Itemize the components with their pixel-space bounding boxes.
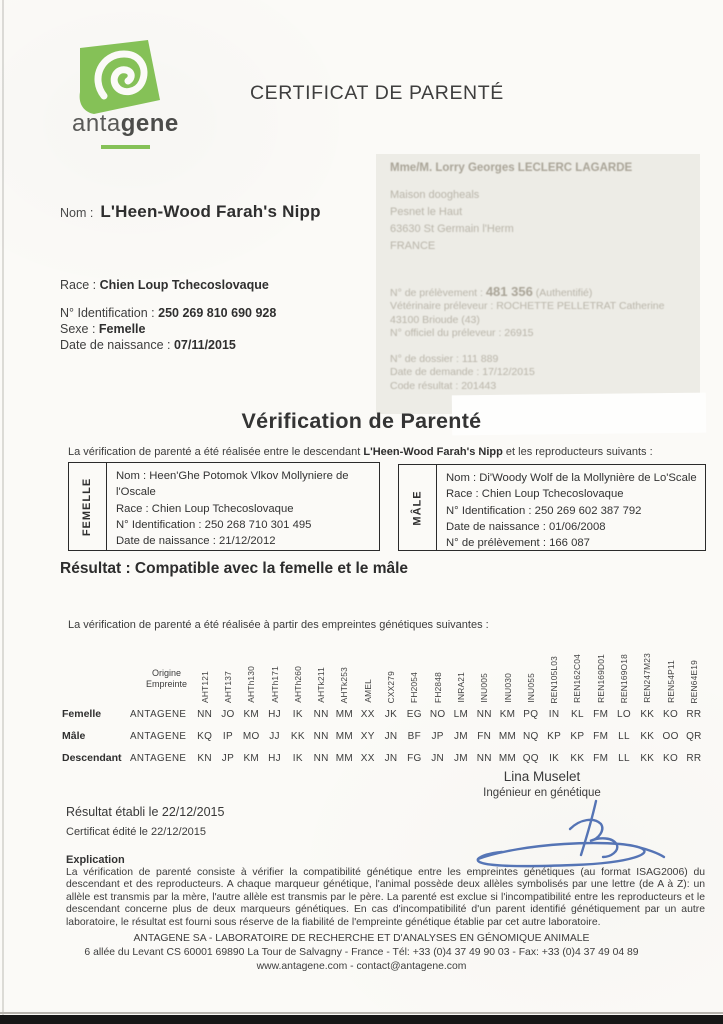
animal-name-line xyxy=(60,202,321,222)
animal-id-value: 250 269 810 690 928 xyxy=(158,306,277,320)
allele-cell: KK xyxy=(640,730,655,742)
marker-name: AHTk253 xyxy=(339,666,350,703)
allele-cell: MO xyxy=(242,730,260,742)
antagene-logo-icon xyxy=(74,38,162,116)
marker-row-label: Mâle xyxy=(62,730,86,742)
allele-cell: KP xyxy=(570,730,585,742)
dossier-detail-line: Code résultat : 201443 xyxy=(390,379,497,392)
male-details xyxy=(437,465,705,550)
origin-header: Origine Empreinte xyxy=(145,668,187,689)
sample-detail-line: 43100 Brioude (43) xyxy=(390,313,480,326)
allele-cell: MM xyxy=(335,730,354,742)
signatory-title: Ingénieur en génétique xyxy=(483,787,601,799)
footer xyxy=(0,932,723,974)
allele-cell: MM xyxy=(335,752,354,764)
allele-cell: FG xyxy=(407,752,422,764)
allele-cell: KQ xyxy=(197,730,213,742)
marker-name: REN247M23 xyxy=(642,653,653,703)
marker-name: AHT121 xyxy=(199,671,210,703)
allele-cell: QQ xyxy=(522,752,539,764)
marker-name: REN169D01 xyxy=(595,654,606,703)
allele-cell: FM xyxy=(593,752,609,764)
allele-cell: JJ xyxy=(269,730,280,742)
recipient-name: Mme/M. Lorry Georges LECLERC LAGARDE xyxy=(390,162,633,174)
allele-cell: MM xyxy=(335,708,354,720)
allele-cell: KP xyxy=(547,730,562,742)
animal-name-label: Nom : xyxy=(60,206,94,220)
allele-cell: HJ xyxy=(268,708,281,720)
marker-name: INU005 xyxy=(479,673,490,703)
allele-cell: RR xyxy=(686,708,702,720)
allele-cell: KK xyxy=(640,708,655,720)
allele-cell: JK xyxy=(384,708,398,720)
male-detail-line: Nom : Di'Woody Wolf de la Mollynière de Lo'Scale xyxy=(446,472,697,484)
allele-cell: JO xyxy=(221,708,235,720)
animal-id-line: N° Identification : 250 269 810 690 928 xyxy=(60,306,277,320)
marker-name: REN64E19 xyxy=(688,659,699,703)
marker-name: INRA21 xyxy=(455,672,466,703)
dossier-detail-line: N° de dossier : 111 889 xyxy=(390,352,499,365)
signature-scribble xyxy=(462,797,667,869)
wordmark-bold: gene xyxy=(120,110,179,137)
allele-cell: NN xyxy=(313,752,329,764)
allele-cell: KK xyxy=(640,752,655,764)
allele-cell: FN xyxy=(477,730,492,742)
allele-cell: JN xyxy=(384,730,398,742)
explanation-heading: Explication xyxy=(66,854,125,866)
allele-cell: KK xyxy=(570,752,585,764)
allele-cell: NN xyxy=(313,708,329,720)
marker-name: REN105L03 xyxy=(549,655,560,703)
allele-cell: LL xyxy=(618,730,630,742)
allele-cell: PQ xyxy=(523,708,539,720)
sample-number-line: N° de prélèvement : 481 356 (Authentifié) xyxy=(390,284,593,299)
male-parent-box xyxy=(398,464,706,551)
marker-row xyxy=(62,725,710,747)
allele-cell: QR xyxy=(686,730,702,742)
female-detail-line: Nom : Heen'Ghe Potomok Vlkov Mollyniere de l'Oscale xyxy=(116,470,349,499)
allele-cell: JM xyxy=(453,730,468,742)
scan-bottom-blackbar xyxy=(0,1015,723,1024)
allele-cell: IK xyxy=(549,752,560,764)
scan-bottom-grayline xyxy=(0,1012,723,1014)
female-label: FEMELLE xyxy=(81,477,94,536)
recipient-address-line: 63630 St Germain l'Herm xyxy=(390,223,514,235)
marker-row-origin: ANTAGENE xyxy=(130,730,187,742)
allele-cell: OO xyxy=(662,730,679,742)
recipient-address-line: Maison doogheals xyxy=(390,189,480,201)
allele-cell: KO xyxy=(663,752,679,764)
allele-cell: JN xyxy=(384,752,398,764)
allele-cell: KM xyxy=(243,752,260,764)
verification-heading: Vérification de Parenté xyxy=(241,409,482,433)
allele-cell: KO xyxy=(663,708,679,720)
marker-row-label: Femelle xyxy=(62,708,102,720)
origin-header-cell xyxy=(62,668,193,703)
wordmark-light: anta xyxy=(72,110,121,137)
marker-row-origin: ANTAGENE xyxy=(130,752,187,764)
recipient-address-line: Pesnet le Haut xyxy=(390,206,463,218)
male-label-cell xyxy=(399,465,437,550)
marker-header-row xyxy=(62,646,710,703)
marker-name: AMEL xyxy=(362,679,373,703)
marker-name: REN162C04 xyxy=(572,654,583,703)
allele-cell: XY xyxy=(360,730,375,742)
marker-row-label: Descendant xyxy=(62,752,122,764)
recipient-address-line: FRANCE xyxy=(390,240,436,252)
allele-cell: NN xyxy=(313,730,329,742)
footer-line: 6 allée du Levant CS 60001 69890 La Tour de Salvagny - France - Tél: +33 (0)4 37 49 90 03 - Fax: +33 (0)4 37 49 04 89 xyxy=(84,947,639,958)
certificate-date-line: Certificat édité le 22/12/2015 xyxy=(66,826,207,838)
marker-header-cells xyxy=(193,646,706,703)
allele-cell: NQ xyxy=(523,730,539,742)
animal-birthdate-line: Date de naissance : 07/11/2015 xyxy=(60,338,236,352)
marker-name: INU055 xyxy=(525,673,536,703)
verification-intro-name: L'Heen-Wood Farah's Nipp xyxy=(363,446,503,458)
marker-row-origin: ANTAGENE xyxy=(130,708,187,720)
marker-name: AHTh130 xyxy=(246,666,257,703)
allele-cell: NO xyxy=(429,708,446,720)
allele-cell: JP xyxy=(221,752,235,764)
sample-detail-line: N° officiel du préleveur : 26915 xyxy=(390,327,534,339)
allele-cell: XX xyxy=(360,708,375,720)
sample-number: 481 356 xyxy=(485,284,533,299)
male-detail-line: N° Identification : 250 269 602 387 792 xyxy=(446,504,642,517)
female-parent-box xyxy=(68,462,380,551)
verification-intro: La vérification de parenté a été réalisée entre le descendant L'Heen-Wood Farah's Nipp et les reproducteurs suivants : xyxy=(68,446,653,458)
animal-birthdate-value: 07/11/2015 xyxy=(173,338,236,352)
animal-race-line: Race : Chien Loup Tchecoslovaque xyxy=(60,278,269,292)
allele-cell: JN xyxy=(431,752,445,764)
marker-name: REN54P11 xyxy=(665,660,676,703)
animal-sex-value: Femelle xyxy=(98,322,146,336)
female-detail-line: Date de naissance : 21/12/2012 xyxy=(116,535,276,548)
allele-cell: BF xyxy=(407,730,422,742)
female-label-cell xyxy=(69,463,107,550)
result-date-line: Résultat établi le 22/12/2015 xyxy=(66,805,225,819)
allele-cell: JM xyxy=(453,752,468,764)
allele-cell: RR xyxy=(686,752,702,764)
allele-cell: IK xyxy=(292,708,303,720)
marker-name: FH2848 xyxy=(432,672,443,703)
marker-name: AHTh171 xyxy=(269,666,280,703)
allele-cell: FM xyxy=(593,708,609,720)
marker-name: AHTk211 xyxy=(316,667,327,703)
marker-row xyxy=(62,747,710,769)
scan-left-edge xyxy=(2,0,4,1024)
marker-table-body xyxy=(62,703,710,769)
marker-name: INU030 xyxy=(502,673,513,703)
animal-name-value: L'Heen-Wood Farah's Nipp xyxy=(100,202,321,221)
allele-cell: EG xyxy=(406,708,422,720)
allele-cell: MM xyxy=(498,730,517,742)
brand-underline xyxy=(101,145,150,149)
female-details xyxy=(107,463,379,550)
explanation-text: La vérification de parenté consiste à vérifier la compatibilité génétique entre les empreintes génétiques (au format ISAG2006) du descendant et des reproducteurs. A chaque marqueur génétique, l'animal possède deux allèles symbolisés par une lettre (de A à Z): un allèle est transmis par la mère, l'autre allèle est transmis par le père. La parenté est exclue si l'incompatibilité entre les reproducteurs et le descendant concerne plus de deux marqueurs génétiques. En cas d'incompatibilité d'un parent identifié génétiquement par un autre laboratoire, le résultat est fourni sous réserve de la fiabilité de l'empreinte génétique établie par cet autre laboratoire. xyxy=(66,867,705,928)
dossier-details xyxy=(390,353,692,394)
marker-name: FH2054 xyxy=(409,672,420,703)
allele-cell: NN xyxy=(197,708,213,720)
allele-cell: LL xyxy=(618,752,630,764)
male-detail-line: Date de naissance : 01/06/2008 xyxy=(446,520,606,533)
marker-name: AHT137 xyxy=(222,671,233,703)
allele-cell: KN xyxy=(197,752,212,764)
dossier-detail-line: Date de demande : 17/12/2015 xyxy=(390,366,535,378)
allele-cell: LM xyxy=(453,708,469,720)
allele-cell: JP xyxy=(431,730,444,742)
allele-cell: IP xyxy=(222,730,233,742)
sample-details xyxy=(390,300,692,341)
marker-row xyxy=(62,703,710,725)
fingerprints-intro: La vérification de parenté a été réalisée à partir des empreintes génétiques suivantes : xyxy=(68,619,489,631)
male-detail-line: N° de prélèvement : 166 087 xyxy=(446,537,590,550)
allele-cell: FM xyxy=(593,730,609,742)
allele-cell: LO xyxy=(617,708,631,720)
marker-name: REN169O18 xyxy=(618,653,629,703)
allele-cell: KK xyxy=(290,730,305,742)
allele-cell: KM xyxy=(243,708,260,720)
genetic-marker-table xyxy=(62,646,710,769)
animal-sex-line: Sexe : Femelle xyxy=(60,322,146,336)
allele-cell: KL xyxy=(570,708,584,720)
male-detail-line: Race : Chien Loup Tchecoslovaque xyxy=(446,488,624,501)
animal-race-value: Chien Loup Tchecoslovaque xyxy=(99,278,269,292)
antagene-wordmark xyxy=(72,110,179,138)
recipient-address-box xyxy=(376,154,700,414)
allele-cell: KM xyxy=(499,708,516,720)
allele-cell: MM xyxy=(498,752,517,764)
document-title: CERTIFICAT DE PARENTÉ xyxy=(250,82,504,104)
footer-line: ANTAGENE SA - LABORATOIRE DE RECHERCHE ET D'ANALYSES EN GÉNOMIQUE ANIMALE xyxy=(133,933,590,944)
allele-cell: IN xyxy=(548,708,560,720)
allele-cell: NN xyxy=(476,752,492,764)
signatory-name: Lina Muselet xyxy=(503,769,581,784)
allele-cell: XX xyxy=(360,752,375,764)
recipient-address xyxy=(390,187,692,255)
sample-detail-line: Vétérinaire préleveur : ROCHETTE PELLETRAT Catherine xyxy=(390,300,665,312)
footer-line: www.antagene.com - contact@antagene.com xyxy=(256,961,467,972)
result-line: Résultat : Compatible avec la femelle et le mâle xyxy=(60,560,409,577)
marker-name: AHTh260 xyxy=(292,666,303,703)
allele-cell: HJ xyxy=(268,752,281,764)
female-detail-line: Race : Chien Loup Tchecoslovaque xyxy=(116,502,294,515)
allele-cell: NN xyxy=(476,708,492,720)
allele-cell: IK xyxy=(292,752,303,764)
female-detail-line: N° Identification : 250 268 710 301 495 xyxy=(116,518,312,531)
male-label: MÂLE xyxy=(411,489,424,526)
marker-name: CXX279 xyxy=(386,670,397,703)
